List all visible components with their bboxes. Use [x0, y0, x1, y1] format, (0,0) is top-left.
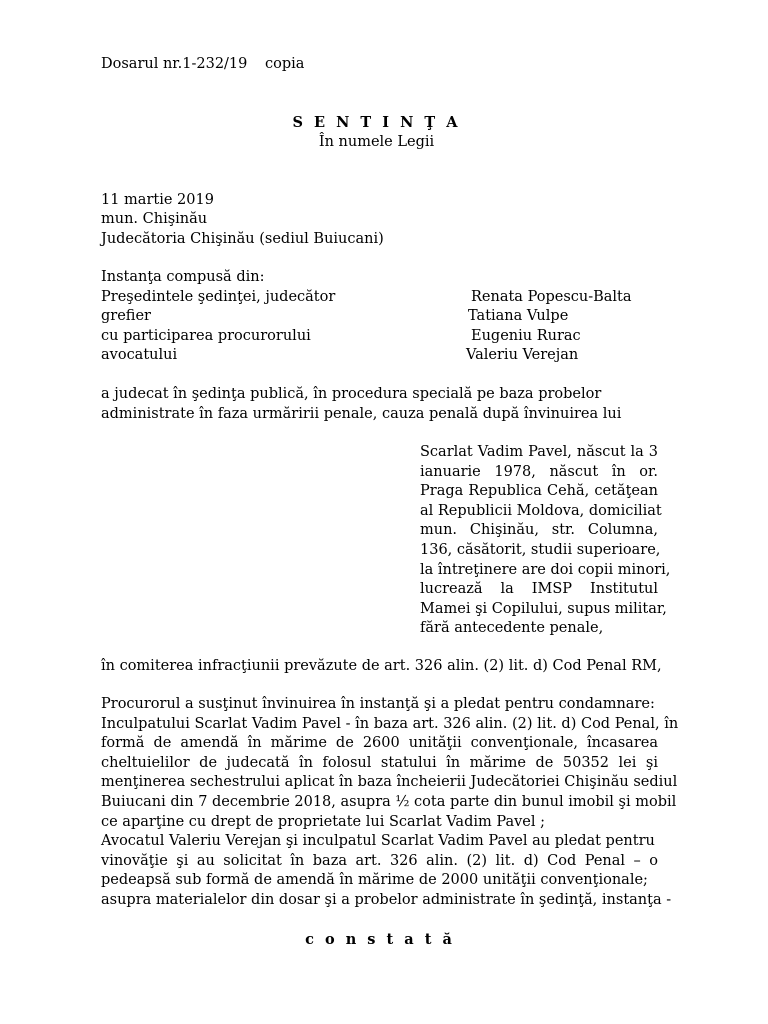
defendant-line: la întreţinere are doi copii minori, [420, 561, 671, 578]
panel-name: Valeriu Verejan [466, 347, 579, 363]
offense-statement: în comiterea infracţiunii prevăzute de art. 326 alin. (2) lit. d) Cod Penal RM, [101, 658, 662, 674]
body-line: menţinerea sechestrului aplicat în baza încheierii Judecătoriei Chişinău sediul [101, 774, 678, 791]
body-line: Buiucani din 7 decembrie 2018, asupra ½ cota parte din bunul imobil şi mobil [101, 793, 677, 810]
paragraph-line: a judecat în şedinţa publică, în procedura specială pe baza probelor [101, 386, 602, 402]
defendant-line: al Republicii Moldova, domiciliat [420, 502, 662, 519]
decision-date: 11 martie 2019 [101, 192, 214, 208]
case-number: Dosarul nr.1-232/19 [101, 56, 248, 72]
defendant-line: 136, căsătorit, studii superioare, [420, 541, 661, 558]
defendant-line: ianuarie 1978, născut în or. [420, 463, 658, 480]
defendant-line: Mamei şi Copilului, supus militar, [420, 600, 667, 617]
court-name: Judecătoria Chişinău (sediul Buiucani) [101, 231, 384, 247]
panel-name: Tatiana Vulpe [468, 308, 569, 324]
panel-name: Eugeniu Rurac [471, 328, 581, 344]
defendant-line: fără antecedente penale, [420, 620, 604, 637]
body-line: asupra materialelor din dosar şi a probelor administrate în şedinţă, instanţa - [101, 891, 672, 908]
copy-label: copia [265, 56, 305, 72]
defendant-line: mun. Chişinău, str. Columna, [420, 522, 658, 539]
body-line: formă de amendă în mărime de 2600 unităţii convenţionale, încasarea [101, 735, 658, 752]
document-title: S E N T I N Ţ A [292, 114, 461, 131]
panel-name: Renata Popescu-Balta [471, 289, 632, 305]
panel-role: grefier [101, 308, 151, 324]
constata-heading: c o n s t a t ă [305, 931, 455, 948]
body-paragraph [101, 695, 679, 911]
body-line: Inculpatului Scarlat Vadim Pavel - în baza art. 326 alin. (2) lit. d) Cod Penal, în [101, 715, 679, 732]
body-line: cheltuielilor de judecată în folosul statului în mărime de 50352 lei şi [101, 754, 658, 771]
defendant-details [420, 443, 671, 639]
panel-role: cu participarea procurorului [101, 328, 311, 344]
body-line: pedeapsă sub formă de amendă în mărime de 2000 unităţii convenţionale; [101, 872, 648, 889]
panel-role: avocatului [101, 347, 178, 363]
panel-intro: Instanţa compusă din: [101, 269, 265, 285]
defendant-line: Scarlat Vadim Pavel, născut la 3 [420, 444, 658, 460]
document-subtitle: În numele Legii [318, 134, 435, 150]
panel-role: Preşedintele şedinţei, judecător [101, 289, 336, 305]
body-line: Avocatul Valeriu Verejan şi inculpatul Scarlat Vadim Pavel au pledat pentru [101, 833, 655, 850]
body-line: Procurorul a susţinut învinuirea în instanţă şi a pledat pentru condamnare: [101, 696, 655, 712]
body-line: ce aparţine cu drept de proprietate lui Scarlat Vadim Pavel ; [101, 813, 546, 830]
judged-paragraph [101, 385, 622, 424]
defendant-line: Praga Republica Cehă, cetăţean [420, 483, 658, 500]
city: mun. Chişinău [101, 211, 208, 227]
paragraph-line: administrate în faza urmăririi penale, cauza penală după învinuirea lui [101, 405, 622, 422]
body-line: vinovăţie şi au solicitat în baza art. 326 alin. (2) lit. d) Cod Penal – o [101, 852, 658, 869]
defendant-line: lucrează la IMSP Institutul [420, 581, 658, 598]
